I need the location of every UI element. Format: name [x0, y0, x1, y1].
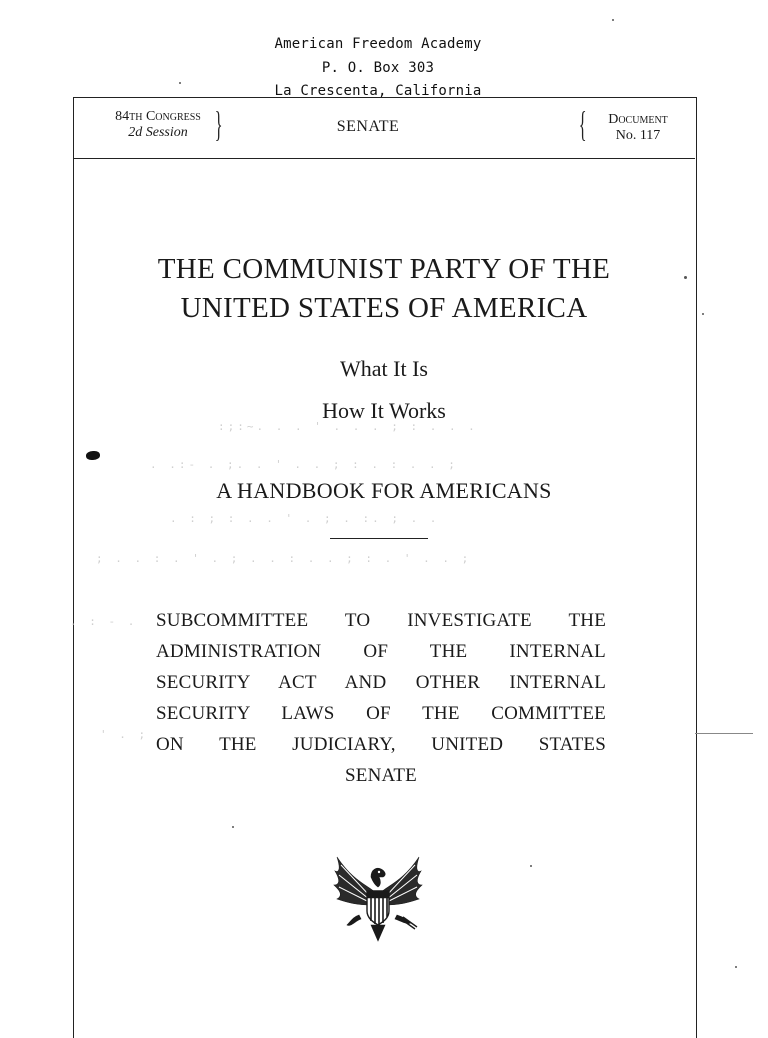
stamp-organization: American Freedom Academy — [274, 36, 482, 52]
subcommittee-line: SUBCOMMITTEE TO INVESTIGATE THE — [156, 610, 606, 631]
bleed-through-text: :;:~. . . ' . . . ; : . . . — [218, 420, 478, 433]
handbook-heading: A HANDBOOK FOR AMERICANS — [216, 478, 552, 503]
subcommittee-line: SECURITY LAWS OF THE COMMITTEE — [156, 703, 606, 724]
scan-speck — [702, 313, 704, 315]
title-line-2: UNITED STATES OF AMERICA — [180, 292, 588, 324]
subcommittee-line: SECURITY ACT AND OTHER INTERNAL — [156, 672, 606, 693]
scan-speck — [232, 826, 234, 828]
title-line-1: THE COMMUNIST PARTY OF THE — [157, 253, 611, 285]
stamp-po-box: P. O. Box 303 — [321, 60, 435, 76]
document-block — [588, 112, 688, 144]
scan-speck — [179, 82, 181, 84]
ink-blot — [86, 451, 100, 460]
chamber-label: SENATE — [336, 118, 400, 135]
eagle-seal-icon — [331, 855, 425, 945]
opening-brace: { — [578, 104, 587, 144]
bleed-through-text: . : - . — [70, 615, 138, 628]
subtitle-what: What It Is — [340, 356, 428, 381]
scan-speck — [530, 865, 532, 867]
scan-mark — [695, 733, 753, 734]
subcommittee-block — [156, 605, 606, 791]
congress-label: 84th Congress — [115, 109, 201, 124]
scan-speck — [735, 966, 737, 968]
closing-brace: } — [214, 104, 223, 144]
subcommittee-line: ADMINISTRATION OF THE INTERNAL — [156, 641, 606, 662]
subcommittee-line: ON THE JUDICIARY, UNITED STATES — [156, 734, 606, 755]
header-divider — [73, 158, 695, 159]
stamp-city: La Crescenta, California — [274, 83, 482, 99]
document-title — [73, 250, 695, 328]
bleed-through-text: . .:- . ;. . ' . . ; : . : . . ; — [150, 458, 458, 471]
subcommittee-last-line: SENATE — [345, 765, 417, 786]
scan-speck — [612, 19, 614, 21]
bleed-through-text: . : ; : . . ' . ; . :. ; . . — [170, 512, 440, 525]
session-label: 2d Session — [128, 125, 188, 140]
subtitle-how: How It Works — [322, 398, 446, 423]
bleed-through-text: ' . ; — [100, 728, 149, 741]
document-label: Document — [608, 112, 668, 127]
section-rule — [330, 538, 428, 539]
scan-speck — [684, 276, 687, 279]
document-number: No. 117 — [615, 128, 661, 143]
bleed-through-text: ; . . : . ' . ; . . : . . ; : . ' . . ; — [96, 552, 472, 565]
